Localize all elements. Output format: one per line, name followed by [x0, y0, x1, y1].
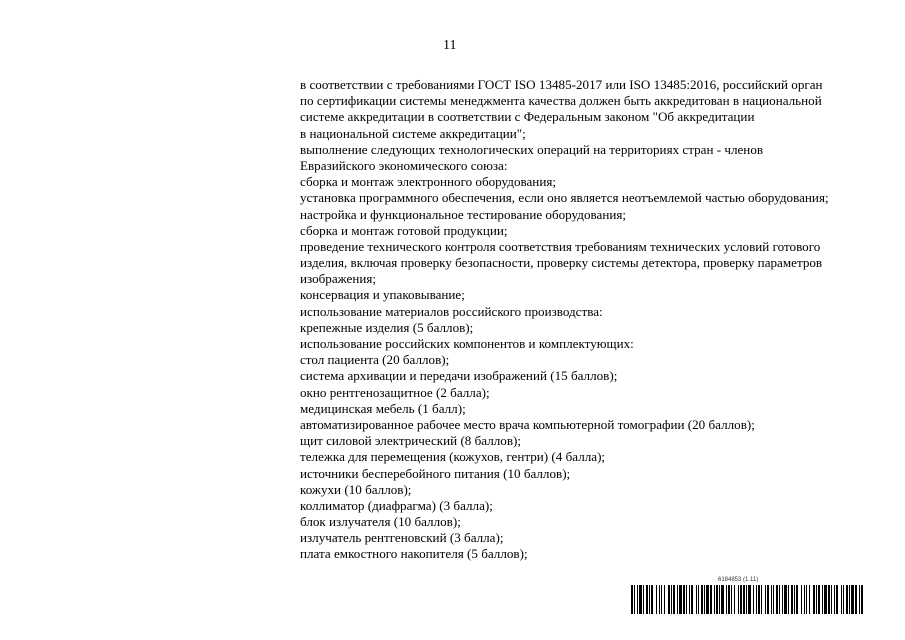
barcode-bar [851, 585, 854, 614]
barcode-bar [809, 585, 810, 614]
barcode-bar [649, 585, 650, 614]
barcode-bar [806, 585, 807, 614]
barcode-bar [779, 585, 780, 614]
barcode-bar [843, 585, 844, 614]
barcode-bar [796, 585, 798, 614]
barcode-bar [831, 585, 832, 614]
barcode-bar [726, 585, 727, 614]
barcode-bar [716, 585, 718, 614]
barcode-bar [816, 585, 817, 614]
barcode-bar [634, 585, 635, 614]
barcode-bar [701, 585, 703, 614]
text-line: установка программного обеспечения, если оно является неотъемлемой частью оборудования; [300, 190, 829, 206]
barcode-bar [659, 585, 660, 614]
barcode-bar [836, 585, 838, 614]
text-line: по сертификации системы менеджмента качества должен быть аккредитован в национальной [300, 93, 822, 109]
page-number: 11 [443, 38, 457, 53]
text-line: коллиматор (диафрагма) (3 балла); [300, 497, 493, 513]
barcode-bar [743, 585, 745, 614]
barcode-bar [794, 585, 795, 614]
text-line: в национальной системе аккредитации"; [300, 125, 526, 141]
text-line: использование материалов российского производства: [300, 303, 603, 319]
barcode-bar [855, 585, 857, 614]
barcode-bar [784, 585, 787, 614]
barcode-bar [841, 585, 842, 614]
barcode-bar [804, 585, 805, 614]
barcode-bar [801, 585, 802, 614]
barcode-bar [696, 585, 697, 614]
barcode-bar [706, 585, 709, 614]
barcode-bar [719, 585, 720, 614]
barcode-bar [734, 585, 735, 614]
barcode-bar [661, 585, 662, 614]
text-line: система архивации и передачи изображений (15 баллов); [300, 368, 618, 384]
text-line: стол пациента (20 баллов); [300, 352, 450, 368]
barcode-bar [861, 585, 863, 614]
barcode-bar [818, 585, 820, 614]
barcode-bar [859, 585, 860, 614]
text-line: в соответствии с требованиями ГОСТ ISO 13485-2017 или ISO 13485:2016, российский орган [300, 77, 823, 92]
barcode-bar [756, 585, 757, 614]
barcode-bar [714, 585, 715, 614]
barcode-bar [686, 585, 687, 614]
barcode-bar [849, 585, 850, 614]
barcode-bar [771, 585, 772, 614]
barcode-bar [710, 585, 712, 614]
barcode-bar [728, 585, 730, 614]
text-line: блок излучателя (10 баллов); [300, 514, 461, 530]
barcode-bar [782, 585, 783, 614]
barcode-bar [788, 585, 789, 614]
text-line: плата емкостного накопителя (5 баллов); [300, 546, 528, 562]
barcode-bar [651, 585, 653, 614]
barcode-bar [643, 585, 644, 614]
barcode-bar [664, 585, 665, 614]
text-line: излучатель рентгеновский (3 балла); [300, 530, 504, 546]
barcode-bar [639, 585, 642, 614]
barcode-bar [673, 585, 675, 614]
barcode-bar [828, 585, 830, 614]
text-line: тележка для перемещения (кожухов, гентри) (4 балла); [300, 449, 606, 465]
barcode-bar [846, 585, 848, 614]
barcode-bar [646, 585, 648, 614]
text-line: использование российских компонентов и комплектующих: [300, 336, 634, 351]
barcode-bar [668, 585, 670, 614]
text-line: сборка и монтаж электронного оборудования; [300, 174, 556, 190]
text-line: автоматизированное рабочее место врача компьютерной томографии (20 баллов); [300, 416, 755, 432]
barcode-bar [776, 585, 778, 614]
text-line: системе аккредитации в соответствии с Федеральным законом "Об аккредитации [300, 109, 755, 125]
text-line: крепежные изделия (5 баллов); [300, 319, 474, 335]
barcode-bar [631, 585, 633, 614]
body-text [300, 77, 890, 563]
barcode-bar [738, 585, 739, 614]
barcode-bar [671, 585, 672, 614]
barcode-bar [773, 585, 774, 614]
barcode-bar [813, 585, 815, 614]
text-line: окно рентгенозащитное (2 балла); [300, 384, 490, 400]
text-line: щит силовой электрический (8 баллов); [300, 433, 522, 449]
barcode-bar [656, 585, 657, 614]
text-line: источники бесперебойного питания (10 баллов); [300, 465, 571, 481]
barcode-bar [746, 585, 747, 614]
barcode-bar [721, 585, 724, 614]
barcode-bar [740, 585, 742, 614]
barcode-bar [822, 585, 823, 614]
barcode-bar [758, 585, 760, 614]
barcode-bar [753, 585, 754, 614]
barcode-bar [691, 585, 693, 614]
text-line: выполнение следующих технологических операций на территориях стран - членов [300, 141, 764, 157]
barcode-bar [761, 585, 762, 614]
barcode-bar [704, 585, 705, 614]
text-line: изделия, включая проверку безопасности, проверку системы детектора, проверку параметров [300, 255, 823, 271]
barcode-bar [731, 585, 732, 614]
text-line: Евразийского экономического союза: [300, 157, 508, 173]
text-line: сборка и монтаж готовой продукции; [300, 222, 508, 238]
text-line: проведение технического контроля соответствия требованиям технических условий готового [300, 238, 821, 254]
barcode-image [631, 585, 863, 614]
text-line: кожухи (10 баллов); [300, 481, 412, 497]
barcode-caption: 6184853 (1.11) [718, 577, 759, 583]
barcode-bar [637, 585, 638, 614]
barcode-bar [679, 585, 682, 614]
barcode-bar [698, 585, 699, 614]
text-line: консервация и упаковывание; [300, 287, 465, 303]
barcode-bar [748, 585, 751, 614]
barcode-bar [824, 585, 827, 614]
barcode-bar [791, 585, 793, 614]
barcode-bar [677, 585, 678, 614]
barcode-bar [765, 585, 766, 614]
barcode-bar [767, 585, 769, 614]
barcode-bar [834, 585, 835, 614]
text-line: настройка и функциональное тестирование оборудования; [300, 206, 626, 222]
barcode-bar [689, 585, 690, 614]
text-line: медицинская мебель (1 балл); [300, 400, 466, 416]
barcode-bar [683, 585, 685, 614]
text-line: изображения; [300, 271, 377, 287]
